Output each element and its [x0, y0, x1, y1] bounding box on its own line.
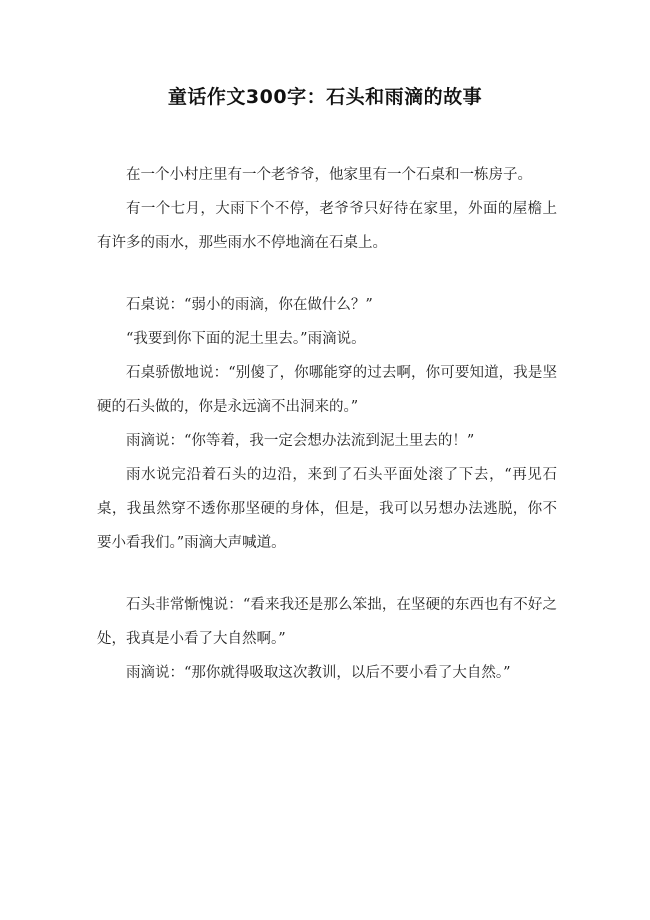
paragraph-8: 石头非常惭愧说：“看来我还是那么笨拙，在坚硬的东西也有不好之处，我真是小看了大自然啊。” [97, 597, 557, 647]
paragraph-3: 石桌说：“弱小的雨滴，你在做什么？” [126, 297, 373, 313]
paragraph-5: 石桌骄傲地说：“别傻了，你哪能穿的过去啊，你可要知道，我是坚硬的石头做的，你是永远滴不出洞来的。” [97, 365, 557, 415]
paragraph-1: 在一个小村庄里有一个老爷爷，他家里有一个石桌和一栋房子。 [126, 167, 532, 183]
paragraph-4: “我要到你下面的泥土里去。”雨滴说。 [126, 331, 366, 347]
paragraph-7: 雨水说完沿着石头的边沿，来到了石头平面处滚了下去，“再见石桌，我虽然穿不透你那坚硬的身体，但是，我可以另想办法逃脱，你不要小看我们。”雨滴大声喊道。 [97, 467, 557, 551]
document-body [97, 158, 557, 690]
paragraph-2: 有一个七月，大雨下个不停，老爷爷只好待在家里，外面的屋檐上有许多的雨水，那些雨水不停地滴在石桌上。 [97, 201, 557, 251]
paragraph-6: 雨滴说：“你等着，我一定会想办法流到泥土里去的！” [126, 433, 475, 449]
document-title: 童话作文300字：石头和雨滴的故事 [167, 86, 483, 108]
paragraph-9: 雨滴说：“那你就得吸取这次教训，以后不要小看了大自然。” [126, 665, 511, 681]
